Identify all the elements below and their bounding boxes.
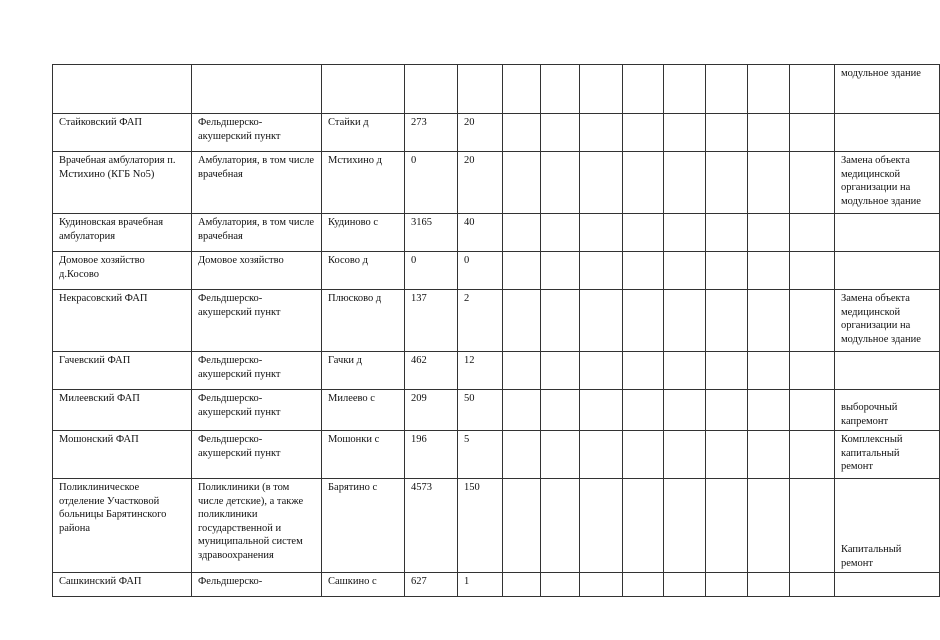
number-cell: 1 — [458, 573, 503, 597]
empty-cell — [748, 390, 790, 431]
empty-cell — [664, 252, 706, 290]
empty-cell — [790, 152, 835, 214]
empty-cell — [706, 152, 748, 214]
facility-type-cell: Фельдшерско-акушерский пункт — [192, 114, 322, 152]
empty-cell — [503, 214, 541, 252]
table-row — [53, 390, 940, 431]
empty-cell — [790, 290, 835, 352]
empty-cell — [706, 431, 748, 479]
empty-cell — [748, 431, 790, 479]
note-cell — [835, 352, 940, 390]
empty-cell — [748, 352, 790, 390]
empty-cell — [541, 214, 580, 252]
facility-type-cell: Фельдшерско-акушерский пункт — [192, 390, 322, 431]
empty-cell — [623, 479, 664, 573]
population-cell: 0 — [405, 152, 458, 214]
note-cell: Замена объекта медицинской организации на модульное здание — [835, 290, 940, 352]
population-cell: 196 — [405, 431, 458, 479]
table-row — [53, 252, 940, 290]
population-cell: 4573 — [405, 479, 458, 573]
empty-cell — [503, 65, 541, 114]
empty-cell — [790, 431, 835, 479]
facility-type-cell: Фельдшерско-акушерский пункт — [192, 352, 322, 390]
empty-cell — [706, 352, 748, 390]
empty-cell — [664, 214, 706, 252]
facility-name-cell: Врачебная амбулатория п. Мстихино (КГБ No5) — [53, 152, 192, 214]
empty-cell — [580, 114, 623, 152]
table-row — [53, 573, 940, 597]
table-row — [53, 431, 940, 479]
empty-cell — [790, 573, 835, 597]
empty-cell — [790, 214, 835, 252]
number-cell — [458, 65, 503, 114]
facility-name-cell: Гачевский ФАП — [53, 352, 192, 390]
note-cell — [835, 252, 940, 290]
number-cell: 20 — [458, 152, 503, 214]
population-cell: 273 — [405, 114, 458, 152]
empty-cell — [503, 252, 541, 290]
empty-cell — [541, 252, 580, 290]
empty-cell — [790, 65, 835, 114]
empty-cell — [580, 390, 623, 431]
empty-cell — [503, 390, 541, 431]
empty-cell — [541, 431, 580, 479]
empty-cell — [706, 479, 748, 573]
number-cell: 2 — [458, 290, 503, 352]
empty-cell — [541, 479, 580, 573]
empty-cell — [623, 573, 664, 597]
empty-cell — [541, 152, 580, 214]
facility-name-cell: Мошонский ФАП — [53, 431, 192, 479]
empty-cell — [580, 290, 623, 352]
note-cell: Замена объекта медицинской организации на модульное здание — [835, 152, 940, 214]
empty-cell — [541, 65, 580, 114]
empty-cell — [748, 65, 790, 114]
empty-cell — [706, 573, 748, 597]
locality-cell: Сашкино с — [322, 573, 405, 597]
number-cell: 0 — [458, 252, 503, 290]
table-row — [53, 352, 940, 390]
empty-cell — [664, 390, 706, 431]
empty-cell — [580, 252, 623, 290]
empty-cell — [580, 352, 623, 390]
table-row — [53, 114, 940, 152]
empty-cell — [664, 65, 706, 114]
empty-cell — [623, 431, 664, 479]
facility-type-cell: Фельдшерско-акушерский пункт — [192, 431, 322, 479]
population-cell: 0 — [405, 252, 458, 290]
empty-cell — [623, 65, 664, 114]
population-cell: 209 — [405, 390, 458, 431]
population-cell: 137 — [405, 290, 458, 352]
facility-name-cell: Поликлиническое отделение Участковой больницы Барятинского района — [53, 479, 192, 573]
locality-cell: Гачки д — [322, 352, 405, 390]
empty-cell — [541, 390, 580, 431]
locality-cell — [322, 65, 405, 114]
table-row — [53, 290, 940, 352]
empty-cell — [664, 114, 706, 152]
empty-cell — [580, 152, 623, 214]
facility-type-cell: Амбулатория, в том числе врачебная — [192, 214, 322, 252]
facility-name-cell: Некрасовский ФАП — [53, 290, 192, 352]
empty-cell — [541, 352, 580, 390]
facility-name-cell: Сашкинский ФАП — [53, 573, 192, 597]
empty-cell — [706, 214, 748, 252]
empty-cell — [580, 573, 623, 597]
empty-cell — [790, 352, 835, 390]
facility-type-cell — [192, 65, 322, 114]
empty-cell — [580, 431, 623, 479]
empty-cell — [541, 290, 580, 352]
locality-cell: Стайки д — [322, 114, 405, 152]
empty-cell — [580, 214, 623, 252]
empty-cell — [503, 573, 541, 597]
facility-type-cell: Домовое хозяйство — [192, 252, 322, 290]
empty-cell — [790, 390, 835, 431]
facility-name-cell: Кудиновская врачебная амбулатория — [53, 214, 192, 252]
locality-cell: Милеево с — [322, 390, 405, 431]
empty-cell — [748, 573, 790, 597]
empty-cell — [664, 479, 706, 573]
empty-cell — [503, 352, 541, 390]
empty-cell — [623, 390, 664, 431]
empty-cell — [664, 573, 706, 597]
facility-name-cell — [53, 65, 192, 114]
note-cell — [835, 214, 940, 252]
empty-cell — [706, 114, 748, 152]
empty-cell — [790, 252, 835, 290]
empty-cell — [623, 290, 664, 352]
facility-type-cell: Амбулатория, в том числе врачебная — [192, 152, 322, 214]
number-cell: 40 — [458, 214, 503, 252]
table-row — [53, 65, 940, 114]
facility-name-cell: Милеевский ФАП — [53, 390, 192, 431]
empty-cell — [623, 352, 664, 390]
locality-cell: Кудиново с — [322, 214, 405, 252]
number-cell: 5 — [458, 431, 503, 479]
facility-name-cell: Стайковский ФАП — [53, 114, 192, 152]
population-cell — [405, 65, 458, 114]
empty-cell — [790, 114, 835, 152]
empty-cell — [503, 152, 541, 214]
empty-cell — [706, 252, 748, 290]
facilities-table — [52, 64, 940, 597]
empty-cell — [503, 479, 541, 573]
empty-cell — [664, 290, 706, 352]
empty-cell — [623, 152, 664, 214]
note-cell: выборочный капремонт — [835, 390, 940, 431]
empty-cell — [623, 114, 664, 152]
empty-cell — [503, 431, 541, 479]
empty-cell — [541, 114, 580, 152]
note-cell — [835, 573, 940, 597]
locality-cell: Мошонки с — [322, 431, 405, 479]
empty-cell — [706, 390, 748, 431]
locality-cell: Плюсково д — [322, 290, 405, 352]
table-row — [53, 479, 940, 573]
note-cell: Капитальный ремонт — [835, 479, 940, 573]
empty-cell — [664, 431, 706, 479]
empty-cell — [623, 252, 664, 290]
empty-cell — [580, 65, 623, 114]
empty-cell — [790, 479, 835, 573]
number-cell: 12 — [458, 352, 503, 390]
empty-cell — [748, 252, 790, 290]
locality-cell: Мстихино д — [322, 152, 405, 214]
population-cell: 627 — [405, 573, 458, 597]
empty-cell — [748, 114, 790, 152]
empty-cell — [664, 152, 706, 214]
locality-cell: Косово д — [322, 252, 405, 290]
note-cell: Комплексный капитальный ремонт — [835, 431, 940, 479]
population-cell: 462 — [405, 352, 458, 390]
empty-cell — [748, 152, 790, 214]
empty-cell — [748, 214, 790, 252]
table-row — [53, 152, 940, 214]
facility-name-cell: Домовое хозяйство д.Косово — [53, 252, 192, 290]
facility-type-cell: Фельдшерско-акушерский пункт — [192, 290, 322, 352]
facility-type-cell: Фельдшерско- — [192, 573, 322, 597]
table-body — [53, 65, 940, 597]
empty-cell — [748, 479, 790, 573]
facility-type-cell: Поликлиники (в том числе детские), а также поликлиники государственной и муниципальной систем здравоохранения — [192, 479, 322, 573]
empty-cell — [541, 573, 580, 597]
empty-cell — [706, 65, 748, 114]
empty-cell — [664, 352, 706, 390]
empty-cell — [503, 114, 541, 152]
number-cell: 50 — [458, 390, 503, 431]
number-cell: 150 — [458, 479, 503, 573]
locality-cell: Барятино с — [322, 479, 405, 573]
empty-cell — [580, 479, 623, 573]
population-cell: 3165 — [405, 214, 458, 252]
empty-cell — [623, 214, 664, 252]
number-cell: 20 — [458, 114, 503, 152]
empty-cell — [748, 290, 790, 352]
note-cell: модульное здание — [835, 65, 940, 114]
empty-cell — [706, 290, 748, 352]
note-cell — [835, 114, 940, 152]
empty-cell — [503, 290, 541, 352]
table-row — [53, 214, 940, 252]
